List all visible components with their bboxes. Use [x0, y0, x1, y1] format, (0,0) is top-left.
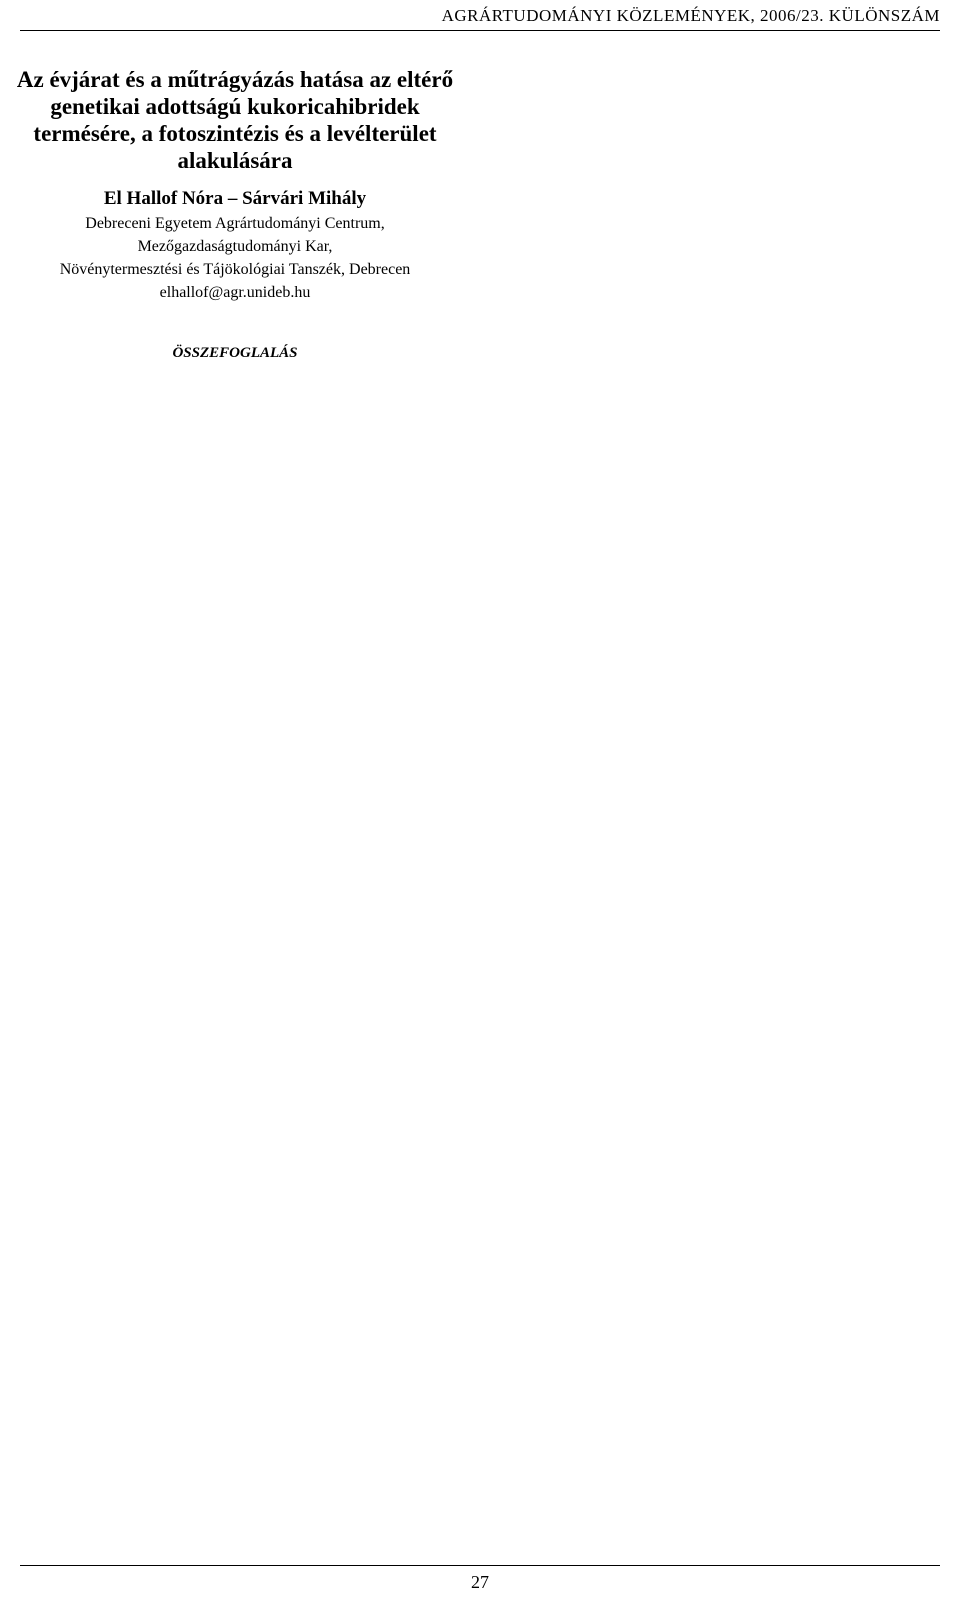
paper-title: Az évjárat és a műtrágyázás hatása az eltérő genetikai adottságú kukoricahibridek termésére, a fotoszintézis és a levélterület alakulására: [16, 67, 454, 173]
footer-rule: [20, 1565, 940, 1566]
author-email: elhallof@agr.unideb.hu: [159, 284, 311, 301]
affiliation-line-1: Debreceni Egyetem Agrártudományi Centrum,: [85, 215, 385, 232]
affiliation-line-3: Növénytermesztési és Tájökológiai Tanszék, Debrecen: [59, 261, 411, 278]
page-number: 27: [471, 1572, 489, 1592]
abstract-heading: ÖSSZEFOGLALÁS: [172, 345, 298, 361]
affiliation-line-2: Mezőgazdaságtudományi Kar,: [137, 238, 333, 255]
running-header: AGRÁRTUDOMÁNYI KÖZLEMÉNYEK, 2006/23. KÜLÖNSZÁM: [20, 6, 940, 31]
title-block: [0, 66, 470, 304]
authors: El Hallof Nóra – Sárvári Mihály: [103, 188, 367, 209]
